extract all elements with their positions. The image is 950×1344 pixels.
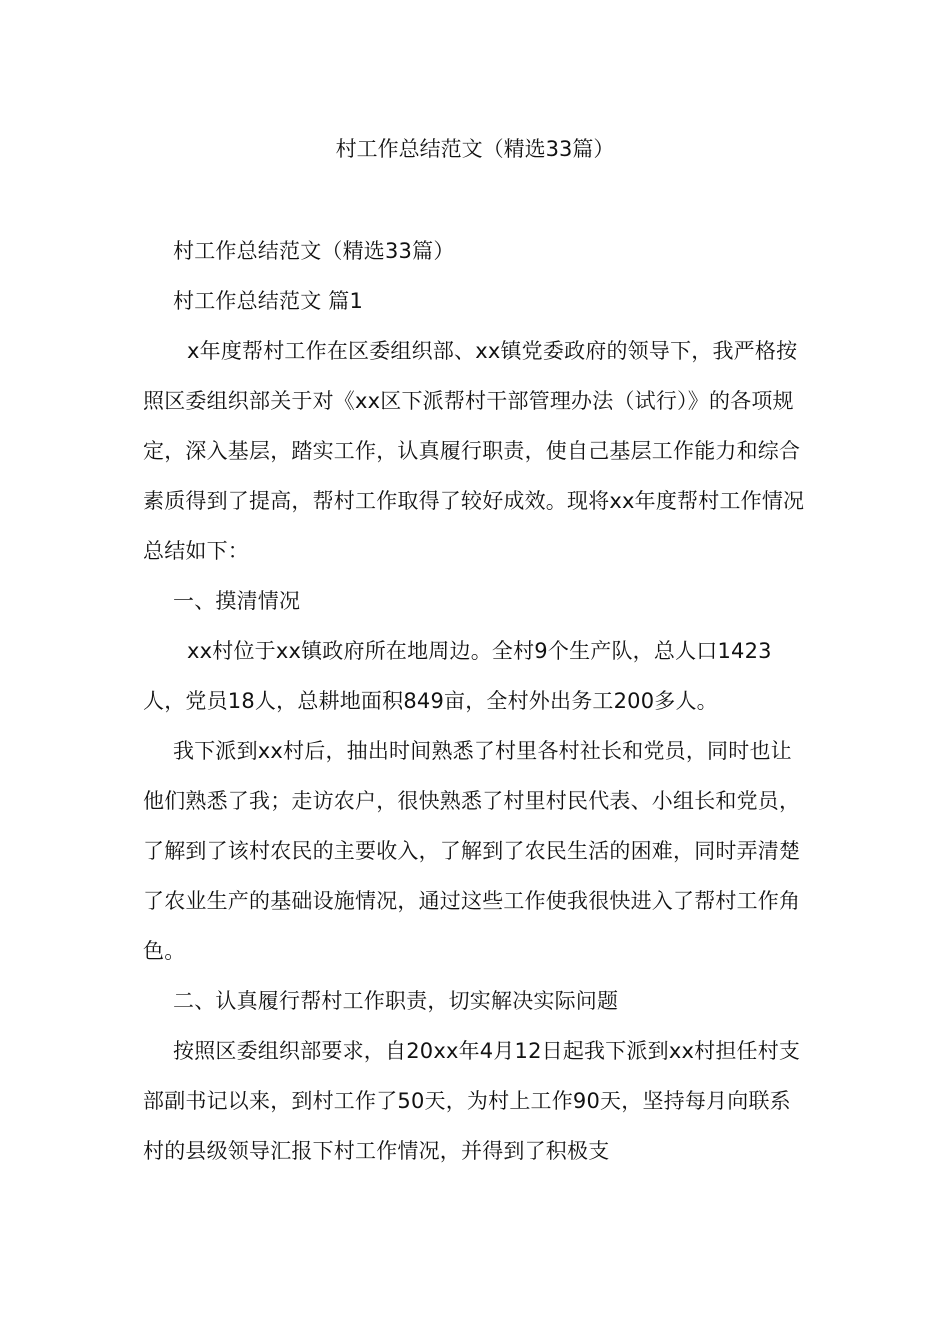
paragraph-familiarize: 我下派到xx村后，抽出时间熟悉了村里各村社长和党员，同时也让他们熟悉了我；走访农户，很快熟悉了村里村民代表、小组长和党员，了解到了该村农民的主要收入，了解到了农民生活的困难，同时弄清楚了农业生产的基础设施情况，通过这些工作使我很快进入了帮村工作角色。 <box>143 739 801 963</box>
paragraph-village-info: xx村位于xx镇政府所在地周边。全村9个生产队，总人口1423人，党员18人，总耕地面积849亩，全村外出务工200多人。 <box>143 639 772 713</box>
paragraph-subtitle: 村工作总结范文（精选33篇） <box>173 239 455 263</box>
paragraph-intro: x年度帮村工作在区委组织部、xx镇党委政府的领导下，我严格按照区委组织部关于对《xx区下派帮村干部管理办法（试行）》的各项规定，深入基层，踏实工作，认真履行职责，使自己基层工作能力和综合素质得到了提高，帮村工作取得了较好成效。现将xx年度帮村工作情况总结如下： <box>143 339 805 563</box>
paragraph-heading-1: 一、摸清情况 <box>173 589 301 613</box>
document-title: 村工作总结范文（精选33篇） <box>335 137 615 161</box>
paragraph-section-heading: 村工作总结范文 篇1 <box>173 289 364 313</box>
document-body <box>143 226 807 1176</box>
paragraph-duties: 按照区委组织部要求，自20xx年4月12日起我下派到xx村担任村支部副书记以来，到村工作了50天，为村上工作90天，坚持每月向联系村的县级领导汇报下村工作情况，并得到了积极支 <box>143 1039 801 1163</box>
paragraph-heading-2: 二、认真履行帮村工作职责，切实解决实际问题 <box>173 989 619 1013</box>
